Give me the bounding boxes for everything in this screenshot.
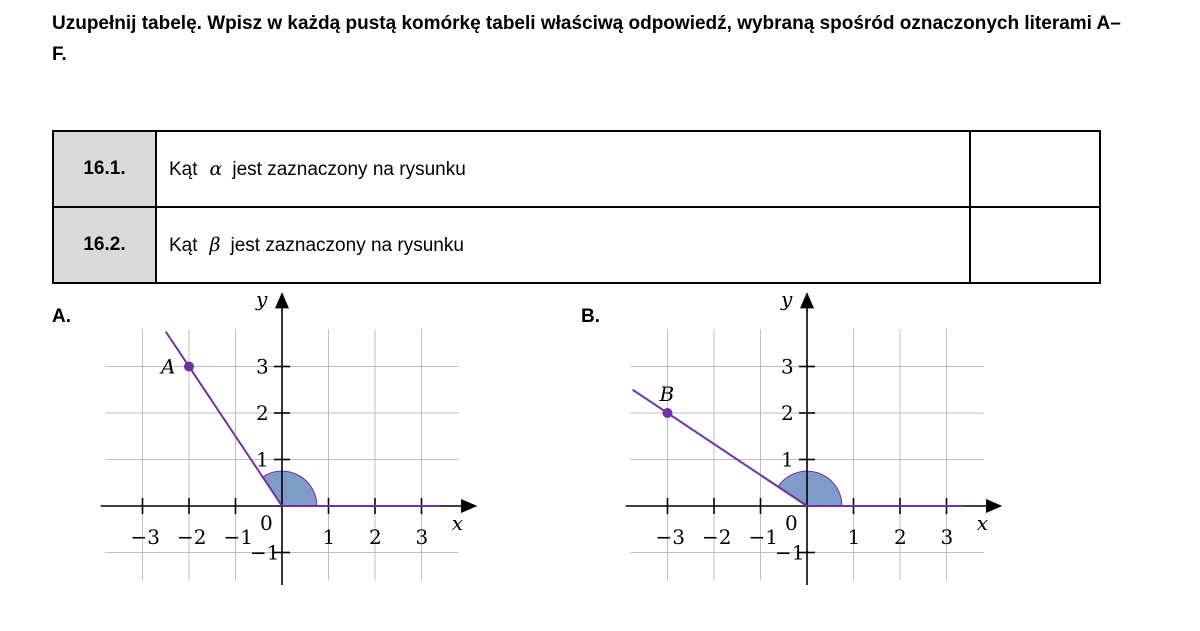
option-label-b: B. [581,306,600,327]
angle-symbol: α [209,157,223,180]
statement-lead: Kąt [169,234,198,256]
answer-cell[interactable] [970,207,1100,283]
table-row [53,131,1100,207]
x-tick-label: 3 [415,525,429,549]
y-tick-label: 2 [781,401,794,425]
x-tick-label: −2 [702,525,732,549]
x-axis-label: x [451,511,464,535]
x-tick-label: −1 [748,525,778,549]
statement-rest: jest zaznaczony na rysunku [230,234,464,256]
x-tick-label: −2 [177,525,207,549]
y-tick-label: 2 [256,401,269,425]
x-axis-arrow-icon [461,499,477,513]
point-marker [184,362,194,372]
x-tick-label: −3 [130,525,160,549]
point-label: B [659,382,675,406]
y-tick-label: 3 [781,354,794,379]
coordinate-graph-a [100,287,480,590]
x-tick-label: 2 [369,525,382,549]
x-axis-arrow-icon [986,499,1002,513]
x-tick-label: 1 [322,525,336,549]
row-statement [156,131,970,207]
answer-table [52,130,1101,284]
point-marker [663,408,673,418]
y-tick-label: −1 [775,540,805,565]
x-tick-label: −1 [223,525,253,549]
x-tick-label: 1 [847,525,861,549]
task-instruction: Uzupełnij tabelę. Wpisz w każdą pustą komórkę tabeli właściwą odpowiedź, wybraną spośród oznaczonych literami A–F. [52,13,1121,65]
x-tick-label: −3 [655,525,685,549]
x-tick-label: 3 [940,525,954,549]
y-axis-arrow-icon [800,292,814,308]
origin-label: 0 [785,511,798,535]
y-axis-label: y [256,287,268,312]
angle-symbol: β [209,233,221,256]
y-tick-label: 1 [256,447,269,472]
option-label-a: A. [52,306,71,327]
coordinate-graph-b [625,287,1005,590]
statement-rest: jest zaznaczony na rysunku [232,158,466,180]
y-tick-label: 3 [256,354,269,379]
row-number: 16.1. [53,131,156,207]
point-label: A [161,354,176,379]
origin-label: 0 [260,511,273,535]
angle-sector [778,471,842,506]
y-tick-label: −1 [250,540,280,565]
x-axis-label: x [976,511,989,535]
statement-lead: Kąt [169,158,198,180]
row-statement [156,207,970,283]
x-tick-label: 2 [894,525,907,549]
y-tick-label: 1 [781,447,794,472]
table-row [53,207,1100,283]
row-number: 16.2. [53,207,156,283]
y-axis-arrow-icon [275,292,289,308]
y-axis-label: y [781,287,793,312]
answer-cell[interactable] [970,131,1100,207]
